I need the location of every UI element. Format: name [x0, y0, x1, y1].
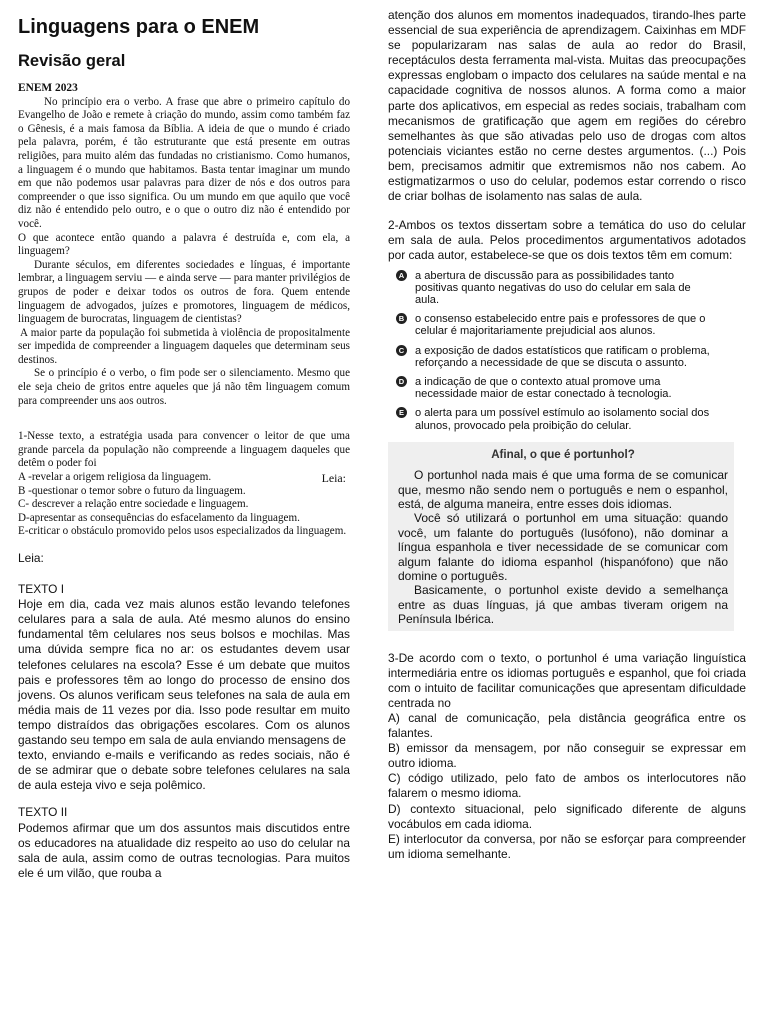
option-text: o consenso estabelecido entre pais e professores de que o celular é majoritariamente prejudicial aos alunos. — [415, 313, 706, 338]
right-column — [388, 0, 746, 862]
text1-paragraph-2: O que acontece então quando a palavra é destruída e, com ela, a linguagem? — [18, 231, 350, 258]
question-1-option-e: E-criticar o obstáculo promovido pelos usos especializados da linguagem. — [18, 525, 347, 538]
option-letter-circle: A — [396, 270, 407, 281]
texts-section — [18, 551, 350, 881]
texto-2-label: TEXTO II — [18, 805, 68, 820]
page-title: Linguagens para o ENEM — [18, 16, 260, 38]
portunhol-text-box — [388, 442, 734, 631]
leia-label: Leia: — [18, 551, 44, 565]
question-3 — [388, 651, 746, 862]
question-3-option-e: E) interlocutor da conversa, por não se esforçar para compreender um idioma semelhante. — [388, 831, 746, 861]
question-2-option-e — [388, 407, 746, 431]
question-3-stem: 3-De acordo com o texto, o portunhol é uma variação linguística intermediária entre os idiomas português e espanhol, que foi criada com o intuito de facilitar comunicações que apresentam dificuldade centrada no — [388, 650, 746, 710]
question-3-option-a: A) canal de comunicação, pela distância geográfica entre os falantes. — [388, 710, 746, 741]
question-1-stem: 1-Nesse texto, a estratégia usada para convencer o leitor de que uma grande parcela da população não compreende a linguagem daqueles que detêm o poder foi — [18, 430, 350, 470]
option-letter-circle: E — [396, 407, 407, 418]
text1-paragraph-5: Se o princípio é o verbo, o fim pode ser o silenciamento. Mesmo que ele seja cheio de gritos entre aqueles que já não têm linguagem comum para compreender uns aos outros. — [18, 367, 350, 407]
option-letter-circle: C — [396, 345, 407, 356]
texto-1-paragraph-2: texto, enviando e-mails e verificando as redes sociais, não é de se admirar que o debate sobre telefones celulares na sala de aula esteja vivo e seja polêmico. — [18, 748, 350, 793]
option-text: o alerta para um possível estímulo ao isolamento social dos alunos, provocado pela proibição do celular. — [415, 407, 710, 432]
question-2-options — [388, 270, 746, 432]
question-1-option-d: D-apresentar as consequências do esfacelamento da linguagem. — [18, 511, 300, 524]
question-2-stem: 2-Ambos os textos dissertam sobre a temática do uso do celular em sala de aula. Pelos procedimentos argumentativos adotados por cada autor, estabelece-se que os dois textos têm em comum: — [388, 218, 746, 263]
texto-2-continued: atenção dos alunos em momentos inadequados, tirando-lhes parte essencial de sua experiência de aprendizagem. Caixinhas em MDF se popularizaram nas salas de aula ao redor do Brasil, receptáculos desta ferramenta mal-vista. Muitas das preocupações expressas englobam o impacto dos celulares na saúde mental e na capacidade cognitiva de nossos alunos. A forma como a maior parte dos aplicativos, em especial as redes sociais, trabalham com mecanismos de gratificação que agem em regiões do cérebro semelhantes às que são ativadas pelo uso de drogas com altos potenciais viciantes estão no cerne destes argumentos. (...) Pois bem, precisamos admitir que extremismos não nos cabem. Ao estigmatizarmos o uso do celular, podemos estar correndo o risco de criar bolhas de isolamento nas salas de aula. — [388, 8, 746, 204]
left-column — [18, 0, 350, 881]
question-1-options — [18, 471, 350, 539]
leia-label-float: Leia: — [321, 471, 346, 486]
question-3-option-d: D) contexto situacional, pelo significado diferente de alguns vocábulos em cada idioma. — [388, 801, 746, 831]
text1-paragraph-1: No princípio era o verbo. A frase que abre o primeiro capítulo do Evangelho de João e remete à criação do mundo, assim como também faz o Gênesis, é a mais famosa da Bíblia. A ideia de que o mundo é criado pela palavra, porém, é tão estruturante que está presente em outras religiões, para muito além das fundadas no cristianismo. Como humanos, a linguagem é o mundo que habitamos. Basta tentar imaginar um mundo em que não podemos usar palavras para dizer de nós e dos outros para compreender o que isso significa. Ou um mundo em que aquilo que você diz não é entendido pelo outro, e o que o outro diz não é entendido por você. — [18, 95, 350, 230]
page-subtitle: Revisão geral — [18, 52, 126, 70]
exam-label: ENEM 2023 — [18, 82, 78, 94]
question-3-option-c: C) código utilizado, pelo fato de ambos os interlocutores não falarem o mesmo idioma. — [388, 771, 746, 801]
option-text: a abertura de discussão para as possibilidades tanto positivas quanto negativas do uso do celular em sala de aula. — [415, 269, 691, 306]
question-3-option-b: B) emissor da mensagem, por não conseguir se expressar em outro idioma. — [388, 741, 746, 771]
option-text: a indicação de que o contexto atual promove uma necessidade maior de estar conectado à tecnologia. — [415, 375, 672, 401]
text1-paragraph-3: Durante séculos, em diferentes sociedades e línguas, é importante lembrar, a linguagem serviu — e ainda serve — para manter privilégios de grupos de poder e deixar todos os outros de fora. Quem entende linguagem de advogados, juízes e promotores, linguagem de médicos, linguagem de burocratas, linguagem de cientistas? — [18, 258, 350, 326]
question-2-option-a — [388, 270, 746, 307]
texto-2-paragraph-start: Podemos afirmar que um dos assuntos mais discutidos entre os educadores na atualidade diz respeito ao uso do celular na sala de aula, assim como de outras tecnologias. Para muitos ele é um vilão, que rouba a — [18, 820, 350, 880]
option-text: a exposição de dados estatísticos que ratificam o problema, reforçando a necessidade de que se discuta o assunto. — [415, 344, 710, 369]
question-1-option-c: C- descrever a relação entre sociedade e linguagem. — [18, 498, 249, 511]
question-1 — [18, 430, 350, 539]
option-letter-circle: B — [396, 313, 407, 324]
enem-2023-text — [18, 82, 350, 539]
box-paragraph-2: Você só utilizará o portunhol em uma situação: quando você, um falante do português (lusófono), não dominar a língua espanhola e tiver necessidade de se comunicar com algum falante do idioma espanhol (hispanófono) que não domine o português. — [398, 511, 728, 583]
box-paragraph-3: Basicamente, o portunhol existe devido a semelhança entre as duas línguas, já que ambas tiveram origem na Península Ibérica. — [398, 583, 728, 627]
question-2-option-b — [388, 313, 746, 337]
box-title: Afinal, o que é portunhol? — [491, 447, 635, 461]
texto-1-label: TEXTO I — [18, 582, 65, 597]
question-1-option-b: B -questionar o temor sobre o futuro da linguagem. — [18, 484, 246, 497]
question-2-option-d — [388, 376, 746, 400]
question-1-option-a: A -revelar a origem religiosa da linguagem. — [18, 471, 212, 484]
option-letter-circle: D — [396, 376, 407, 387]
texto-1-paragraph-1: Hoje em dia, cada vez mais alunos estão levando telefones celulares para a sala de aula. Até mesmo alunos do ensino fundamental têm celulares nos seus bolsos e mochilas. Mas uma dúvida sempre fica no ar: os estudantes devem usar telefones celulares na escola? Esse é um debate que muitos pais e professores têm ao longo do processo de ensino dos jovens. Os alunos verificam seus telefones na sala de aula em média mais de 11 vezes por dia. Isso pode resultar em muito tempo distraídos das obrigações escolares. Com os alunos gastando seu tempo em sala de aula enviando mensagens de — [18, 597, 350, 748]
box-paragraph-1: O portunhol nada mais é que uma forma de se comunicar que, mesmo não sendo nem o português e nem o espanhol, está, de alguma maneira, entre esses dois idiomas. — [398, 468, 728, 511]
question-2-option-c — [388, 345, 746, 369]
text1-paragraph-4: A maior parte da população foi submetida à violência de propositalmente ser impedida de compreender a linguagem daqueles que determinam seus destinos. — [18, 326, 350, 366]
